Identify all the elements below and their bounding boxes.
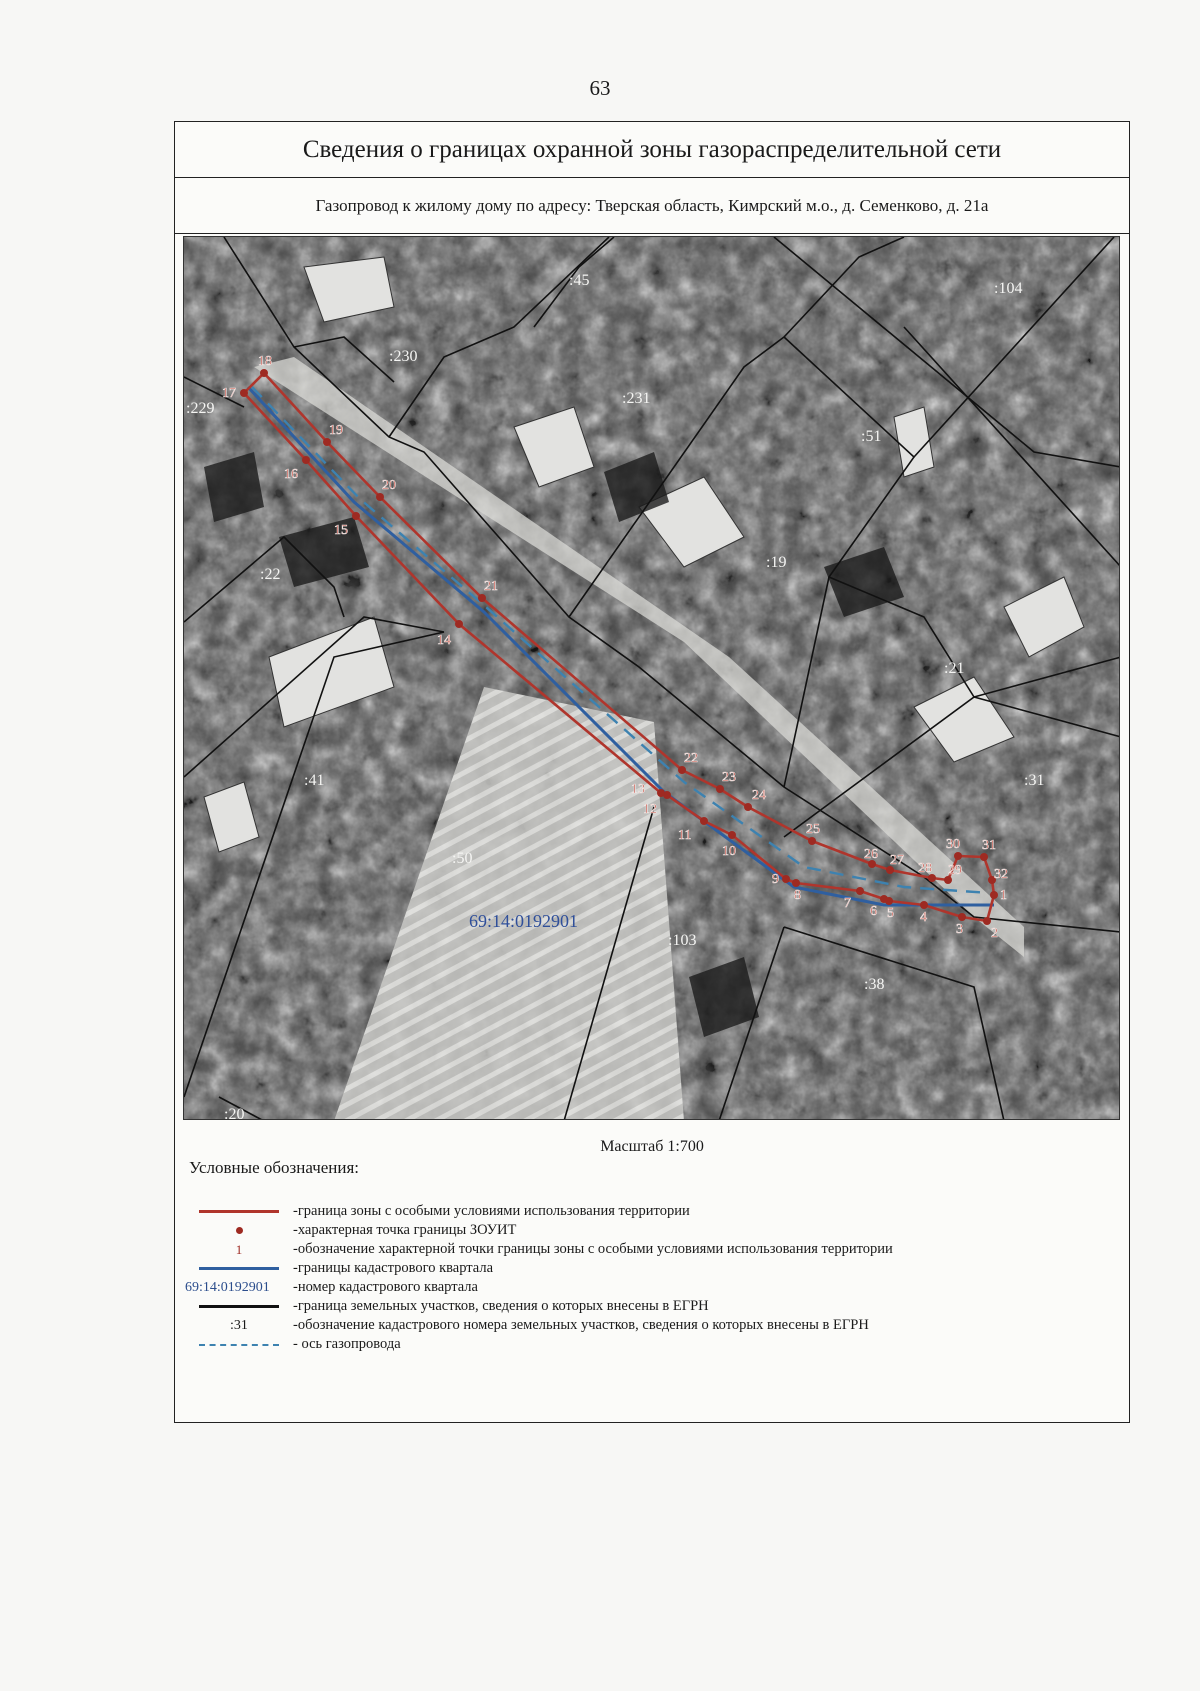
parcel-number-symbol: :31 (230, 1317, 248, 1333)
legend-text: -граница земельных участков, сведения о которых внесены в ЕГРН (293, 1298, 709, 1314)
zone-point-label: 11 (678, 828, 692, 843)
parcel-line-symbol (199, 1305, 279, 1308)
legend-text: -границы кадастрового квартала (293, 1260, 494, 1276)
legend-item (185, 1278, 1115, 1297)
zone-point-marker (478, 594, 486, 602)
legend-item (185, 1202, 1115, 1221)
zone-point-label: 6 (870, 904, 877, 919)
zone-point-label: 27 (890, 853, 904, 868)
map-scale: Масштаб 1:700 (600, 1138, 704, 1155)
zone-point-label: 22 (684, 751, 698, 766)
quarter-number-symbol: 69:14:0192901 (185, 1279, 270, 1295)
parcel-label: :50 (452, 850, 473, 867)
parcel-label: :22 (260, 566, 281, 583)
legend-item (185, 1240, 1115, 1259)
zone-point-marker (792, 879, 800, 887)
legend-item (185, 1335, 1115, 1354)
legend-title: Условные обозначения: (189, 1158, 360, 1177)
parcel-label: :20 (224, 1106, 245, 1120)
zone-point-marker (990, 891, 998, 899)
parcel-label: :41 (304, 772, 325, 789)
zone-point-label: 25 (806, 822, 820, 837)
sheet-subtitle: Газопровод к жилому дому по адресу: Тверская область, Кимрский м.о., д. Семенково, д. 21а (175, 178, 1129, 234)
zone-point-marker (880, 895, 888, 903)
zone-point-label: 7 (844, 896, 851, 911)
legend (185, 1202, 1115, 1354)
legend-item (185, 1259, 1115, 1278)
legend-text: -обозначение характерной точки границы зоны с особыми условиями использования территории (293, 1241, 893, 1257)
zone-point-label: 5 (887, 906, 894, 921)
zone-point-marker (700, 817, 708, 825)
parcel-label: :103 (668, 932, 697, 949)
legend-text: - ось газопровода (293, 1336, 401, 1352)
zone-point-label: 13 (631, 782, 645, 797)
zone-point-marker (323, 438, 331, 446)
legend-text: -обозначение кадастрового номера земельных участков, сведения о которых внесены в ЕГРН (293, 1317, 869, 1333)
parcel-label: :31 (1024, 772, 1045, 789)
point-dot-symbol (236, 1227, 243, 1234)
parcel-label: :51 (861, 428, 882, 445)
zone-point-marker (352, 512, 360, 520)
zone-point-label: 20 (382, 478, 396, 493)
zone-point-marker (376, 493, 384, 501)
legend-item (185, 1316, 1115, 1335)
parcel-label: :231 (622, 390, 651, 407)
quarter-number-label: 69:14:0192901 (469, 911, 579, 931)
zone-point-marker (920, 901, 928, 909)
zone-point-label: 4 (920, 910, 927, 925)
zone-point-label: 23 (722, 770, 736, 785)
zone-point-label: 31 (982, 838, 996, 853)
point-number-symbol: 1 (235, 1241, 243, 1257)
zone-point-marker (657, 789, 665, 797)
parcel-label: :19 (766, 554, 787, 571)
zone-point-marker (958, 913, 966, 921)
zone-point-marker (455, 620, 463, 628)
zone-point-marker (240, 389, 248, 397)
zone-point-label: 26 (864, 847, 878, 862)
zone-point-marker (856, 887, 864, 895)
quarter-line-symbol (199, 1267, 279, 1270)
parcel-label: :229 (186, 400, 215, 417)
zone-point-marker (744, 803, 752, 811)
zone-point-marker (782, 875, 790, 883)
parcel-label: :104 (994, 280, 1023, 297)
legend-text: -граница зоны с особыми условиями использования территории (293, 1203, 690, 1219)
zone-point-label: 12 (643, 802, 657, 817)
zone-point-label: 29 (948, 863, 962, 878)
zone-point-label: 28 (918, 861, 932, 876)
zone-line-symbol (199, 1210, 279, 1213)
zone-point-marker (678, 766, 686, 774)
parcel-label: :21 (944, 660, 965, 677)
zone-point-label: 9 (772, 872, 779, 887)
zone-point-marker (954, 852, 962, 860)
zone-point-label: 10 (722, 844, 736, 859)
legend-item (185, 1297, 1115, 1316)
zone-point-label: 32 (994, 867, 1008, 882)
zone-point-label: 18 (258, 354, 272, 369)
zone-point-label: 30 (946, 837, 960, 852)
zone-point-label: 17 (222, 386, 236, 401)
zone-point-label: 1 (1000, 888, 1007, 903)
zone-point-marker (980, 853, 988, 861)
sheet-title: Сведения о границах охранной зоны газораспределительной сети (175, 122, 1129, 178)
zone-point-label: 16 (284, 467, 298, 482)
map-sheet (174, 121, 1130, 1423)
zone-point-label: 19 (329, 423, 343, 438)
zone-point-label: 15 (334, 523, 348, 538)
map-canvas (184, 237, 1120, 1120)
zone-point-label: 8 (794, 888, 801, 903)
pipeline-axis-symbol (199, 1344, 279, 1346)
zone-point-marker (728, 831, 736, 839)
zone-point-marker (808, 837, 816, 845)
zone-point-marker (260, 369, 268, 377)
page-number: 63 (589, 76, 611, 100)
zone-point-marker (716, 785, 724, 793)
zone-point-marker (302, 456, 310, 464)
zone-point-label: 3 (956, 922, 963, 937)
zone-point-label: 14 (437, 633, 451, 648)
parcel-label: :45 (569, 272, 590, 289)
parcel-label: :38 (864, 976, 885, 993)
legend-text: -характерная точка границы ЗОУИТ (293, 1222, 517, 1238)
legend-text: -номер кадастрового квартала (293, 1279, 478, 1295)
zone-point-label: 24 (752, 788, 766, 803)
aerial-map[interactable] (183, 236, 1120, 1120)
legend-item (185, 1221, 1115, 1240)
zone-point-label: 2 (991, 926, 998, 941)
zone-point-label: 21 (484, 579, 498, 594)
parcel-label: :230 (389, 348, 418, 365)
zone-point-marker (983, 917, 991, 925)
